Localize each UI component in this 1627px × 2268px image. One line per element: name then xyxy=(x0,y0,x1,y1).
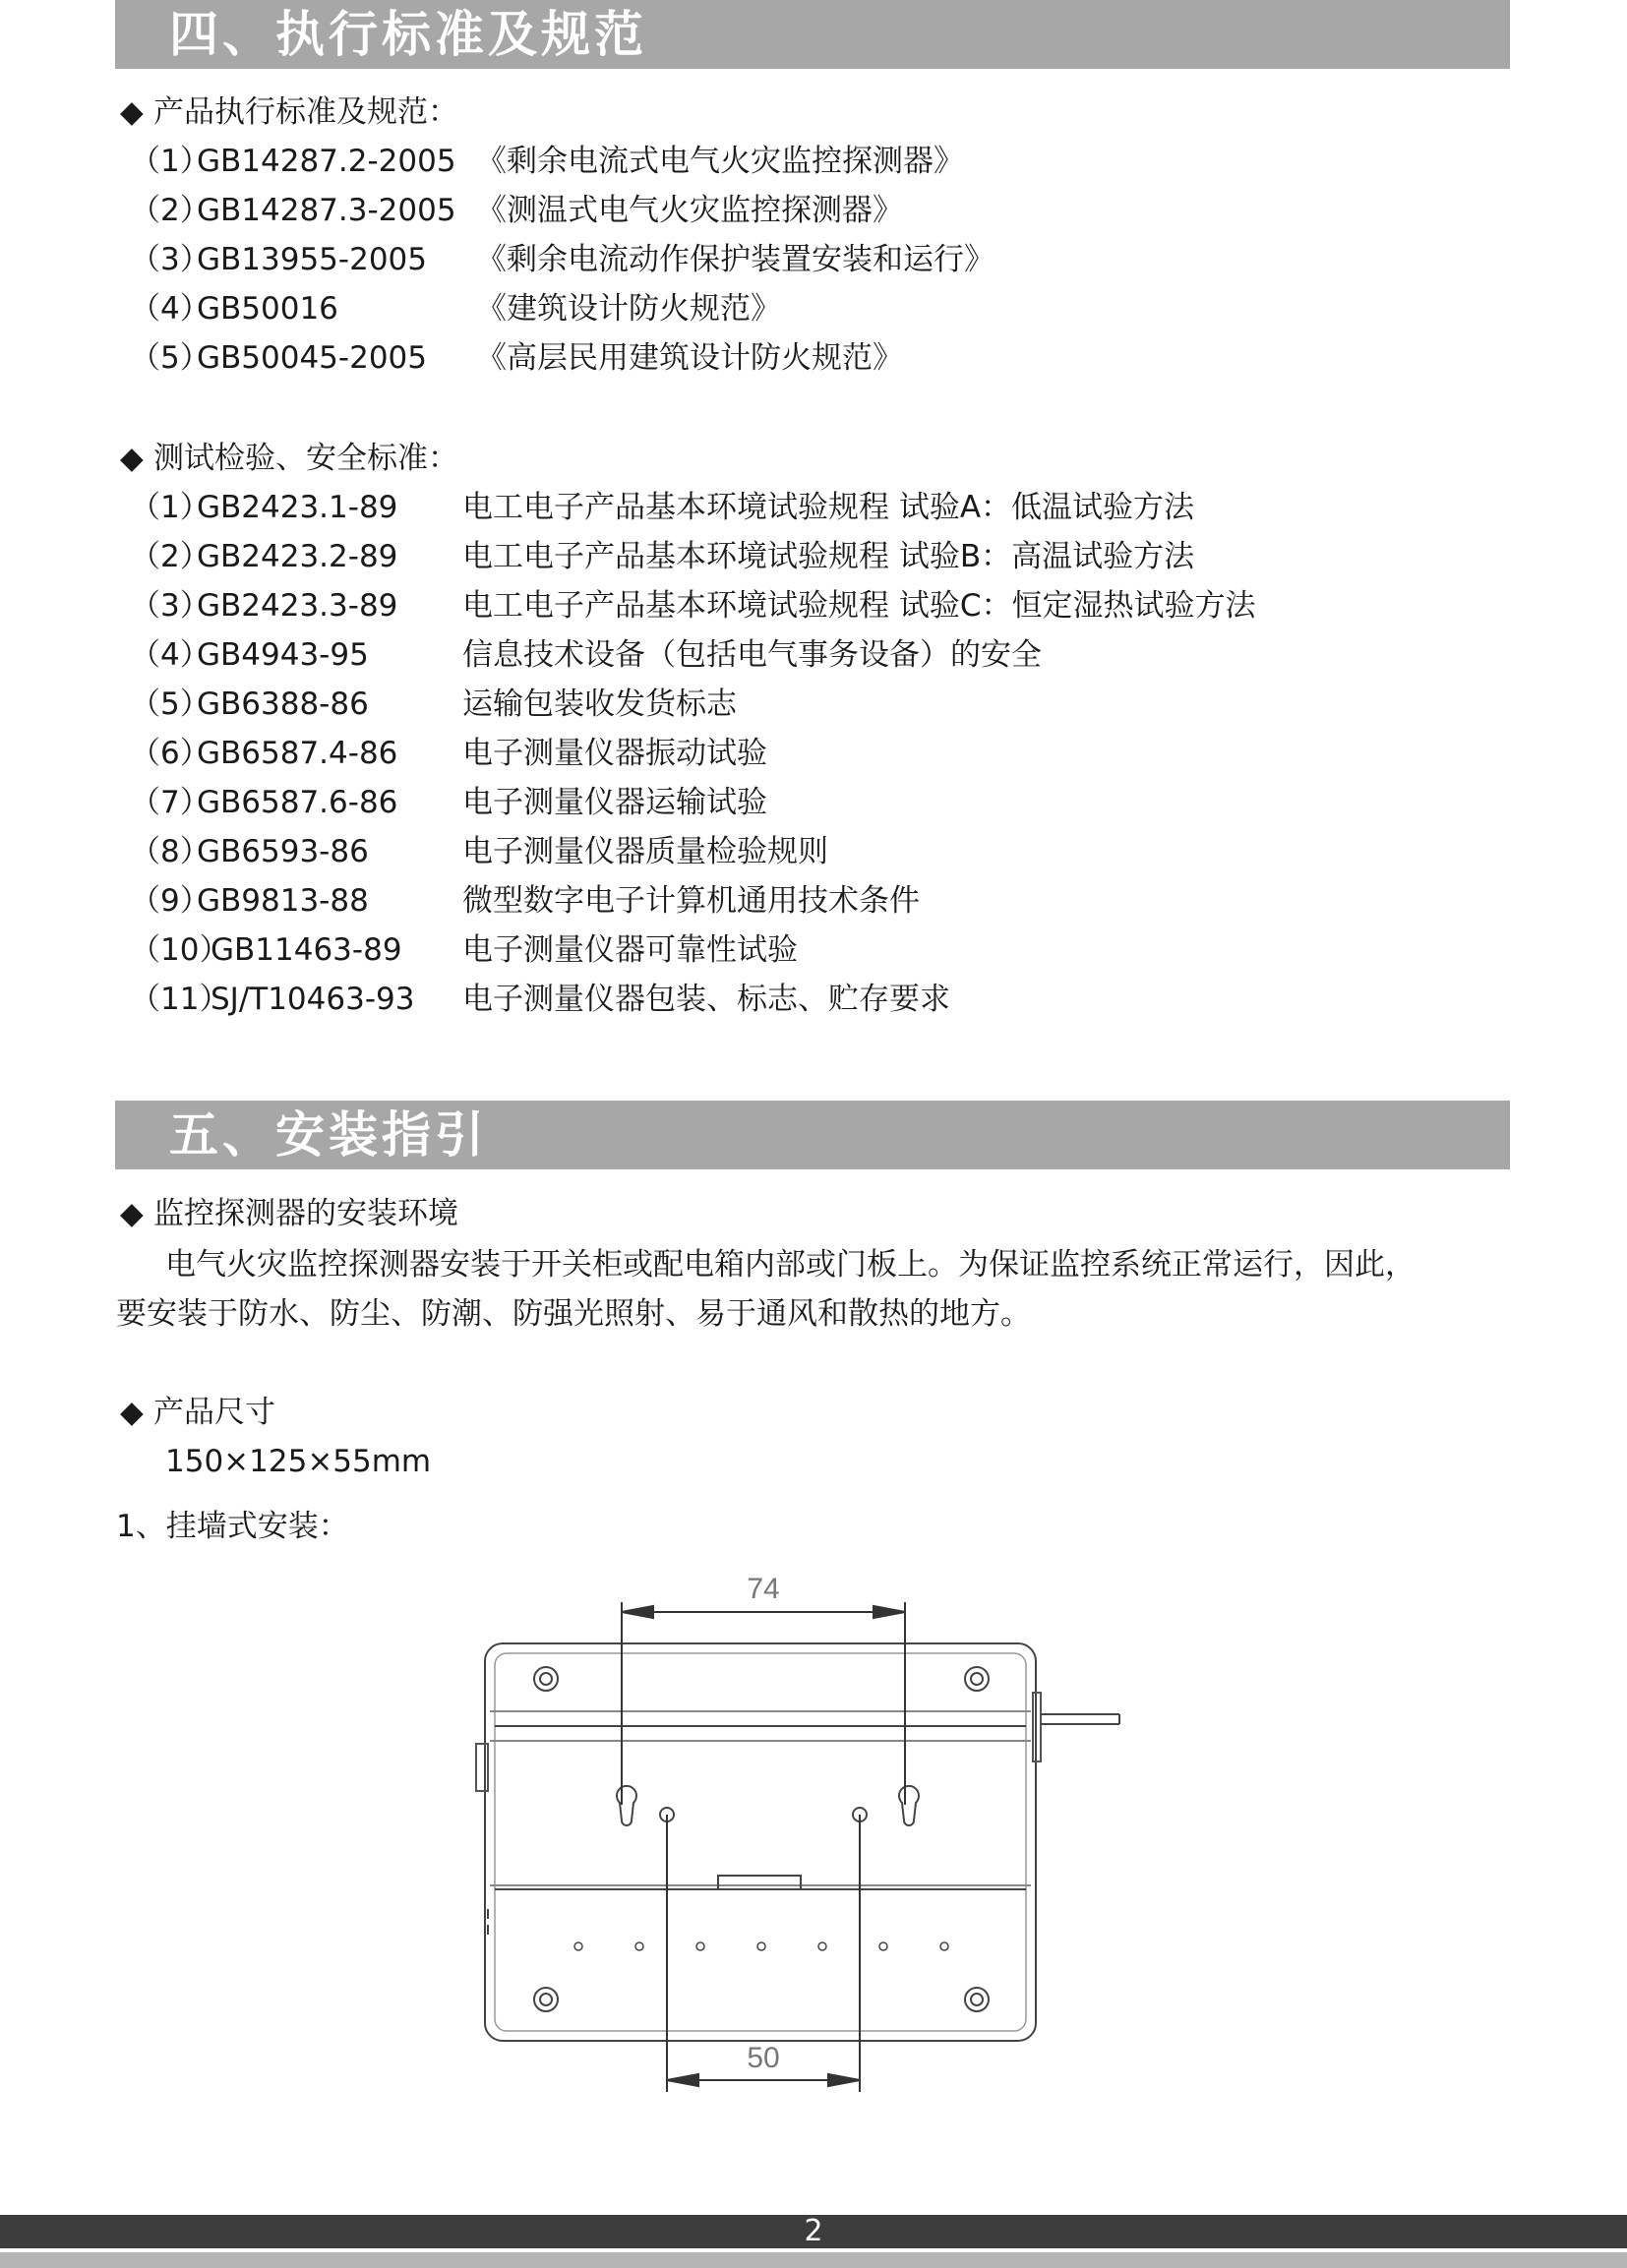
size-heading: ◆ 产品尺寸 xyxy=(120,1395,275,1430)
standard-name: 电工电子产品基本环境试验规程 试验A：低温试验方法 xyxy=(462,490,1195,525)
standard-code: SJ/T10463-93 xyxy=(211,982,415,1017)
standard-code: GB6593-86 xyxy=(197,834,369,869)
standard-name: 《高层民用建筑设计防火规范》 xyxy=(476,340,903,376)
item-number: （8） xyxy=(130,834,211,869)
standard-code: GB6587.6-86 xyxy=(197,785,398,820)
standard-code: GB50045-2005 xyxy=(197,340,427,376)
standard-code: GB6587.4-86 xyxy=(197,736,398,771)
install-env-heading: ◆ 监控探测器的安装环境 xyxy=(120,1196,458,1231)
size-value: 150×125×55mm xyxy=(165,1444,432,1479)
standards-heading: ◆ 产品执行标准及规范： xyxy=(120,94,458,130)
item-number: （1） xyxy=(130,144,211,179)
standard-name: 电子测量仪器振动试验 xyxy=(462,736,767,771)
standard-name: 电子测量仪器包装、标志、贮存要求 xyxy=(462,982,950,1017)
diamond-bullet-icon: ◆ xyxy=(120,94,144,130)
standard-name: 电工电子产品基本环境试验规程 试验C：恒定湿热试验方法 xyxy=(462,588,1256,624)
item-number: （9） xyxy=(130,883,211,919)
item-number: （11） xyxy=(130,982,230,1017)
standard-name: 《剩余电流式电气火灾监控探测器》 xyxy=(476,144,964,179)
section-5-header xyxy=(115,1101,1510,1169)
item-number: （7） xyxy=(130,785,211,820)
device-outline xyxy=(485,1643,1036,2041)
standard-code: GB50016 xyxy=(197,291,338,327)
standard-code: GB9813-88 xyxy=(197,883,369,919)
tests-heading: ◆ 测试检验、安全标准： xyxy=(120,441,458,476)
standard-name: 《建筑设计防火规范》 xyxy=(476,291,781,327)
item-number: （3） xyxy=(130,242,211,277)
wall-mount-label: 1、挂墙式安装： xyxy=(116,1509,349,1544)
standard-code: GB14287.2-2005 xyxy=(197,144,456,179)
wall-mount-diagram xyxy=(462,1569,1131,2100)
item-number: （4） xyxy=(130,637,211,673)
section-4-header xyxy=(115,0,1510,69)
install-env-text-2: 要安装于防水、防尘、防潮、防强光照射、易于通风和散热的地方。 xyxy=(116,1296,1031,1332)
standard-name: 微型数字电子计算机通用技术条件 xyxy=(462,883,920,919)
item-number: （2） xyxy=(130,193,211,228)
diamond-bullet-icon: ◆ xyxy=(120,1395,144,1430)
section-5-title: 五、安装指引 xyxy=(169,1106,488,1164)
item-number: （5） xyxy=(130,340,211,376)
standard-name: 电子测量仪器运输试验 xyxy=(462,785,767,820)
item-number: （4） xyxy=(130,291,211,327)
standard-name: 电子测量仪器可靠性试验 xyxy=(462,932,798,968)
item-number: （6） xyxy=(130,736,211,771)
dimension-50-label: 50 xyxy=(747,2042,780,2074)
standard-code: GB13955-2005 xyxy=(197,242,427,277)
screw-icon xyxy=(534,1667,989,2011)
standard-code: GB11463-89 xyxy=(211,932,402,968)
standard-name: 信息技术设备（包括电气事务设备）的安全 xyxy=(462,637,1042,673)
page-number: 2 xyxy=(804,2214,823,2248)
dimension-74-label: 74 xyxy=(747,1573,780,1605)
standard-code: GB2423.3-89 xyxy=(197,588,398,624)
standard-name: 运输包装收发货标志 xyxy=(462,686,737,722)
footer-stripe xyxy=(0,2252,1627,2268)
item-number: （5） xyxy=(130,686,211,722)
item-number: （3） xyxy=(130,588,211,624)
standard-name: 《测温式电气火灾监控探测器》 xyxy=(476,193,903,228)
standard-code: GB2423.2-89 xyxy=(197,539,398,574)
standard-code: GB6388-86 xyxy=(197,686,369,722)
diamond-bullet-icon: ◆ xyxy=(120,441,144,476)
standard-code: GB4943-95 xyxy=(197,637,369,673)
install-env-text-1: 电气火灾监控探测器安装于开关柜或配电箱内部或门板上。为保证监控系统正常运行，因此， xyxy=(165,1247,1416,1283)
item-number: （2） xyxy=(130,539,211,574)
standard-name: 电子测量仪器质量检验规则 xyxy=(462,834,828,869)
diamond-bullet-icon: ◆ xyxy=(120,1196,144,1231)
item-number: （1） xyxy=(130,490,211,525)
standard-code: GB2423.1-89 xyxy=(197,490,398,525)
section-4-title: 四、执行标准及规范 xyxy=(169,6,647,63)
standard-name: 电工电子产品基本环境试验规程 试验B：高温试验方法 xyxy=(462,539,1195,574)
standard-code: GB14287.3-2005 xyxy=(197,193,456,228)
item-number: （10） xyxy=(130,932,230,968)
standard-name: 《剩余电流动作保护装置安装和运行》 xyxy=(476,242,994,277)
